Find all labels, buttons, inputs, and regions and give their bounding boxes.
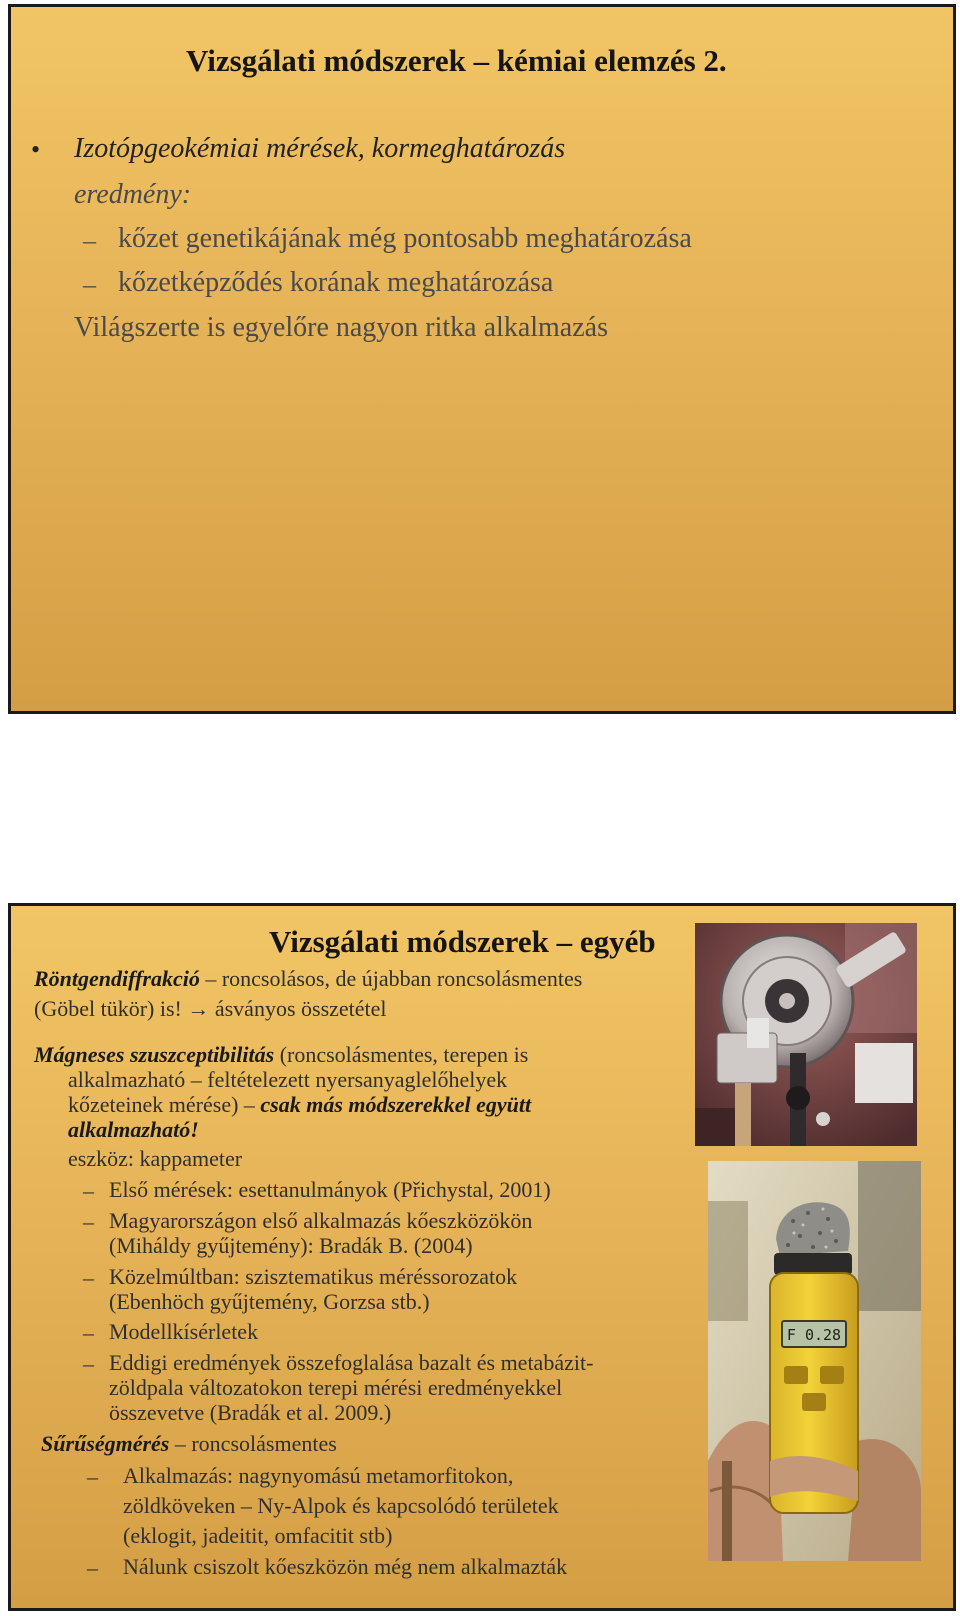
- slide-chemical-analysis: [8, 4, 956, 714]
- list-item: Eddigi eredmények összefoglalása bazalt és metabázit-: [109, 1350, 594, 1375]
- mag-line-2: alkalmazható – feltételezett nyersanyaglelőhelyek: [68, 1067, 508, 1092]
- list-item: kőzet genetikájának még pontosabb meghatározása: [118, 223, 692, 254]
- dash-icon: –: [83, 226, 96, 255]
- density-term: Sűrűségmérés: [41, 1431, 170, 1456]
- kappameter-reading: F 0.28: [786, 1326, 842, 1344]
- list-item: Alkalmazás: nagynyomású metamorfitokon,: [123, 1463, 514, 1488]
- dash-icon: –: [83, 1351, 94, 1376]
- slide-title: Vizsgálati módszerek – kémiai elemzés 2.: [186, 43, 727, 78]
- xrd-description: – roncsolásos, de újabban roncsolásmentes: [199, 966, 583, 991]
- mag-emphasis: csak más módszerekkel együtt: [260, 1092, 532, 1117]
- dash-icon: –: [83, 1178, 94, 1203]
- dash-icon: –: [87, 1555, 98, 1580]
- slide-title: Vizsgálati módszerek – egyéb: [269, 924, 656, 959]
- diffractometer-photo: [695, 923, 917, 1146]
- mag-term: Mágneses szuszceptibilitás: [34, 1042, 275, 1067]
- list-item-cont: zöldpala változatokon terepi mérési eredményekkel: [109, 1375, 563, 1400]
- mag-line-3: kőzeteinek mérése) – csak más módszerekkel együtt: [68, 1092, 532, 1117]
- list-item: kőzetképződés korának meghatározása: [118, 267, 554, 298]
- mag-line: [34, 1044, 528, 1066]
- list-item-cont: összevetve (Bradák et al. 2009.): [109, 1400, 392, 1425]
- dash-icon: –: [83, 1265, 94, 1290]
- dash-icon: –: [83, 1209, 94, 1234]
- density-line: Sűrűségmérés – roncsolásmentes: [41, 1431, 337, 1456]
- list-item-cont: (Ebenhöch gyűjtemény, Gorzsa stb.): [109, 1289, 430, 1314]
- kappameter-photo: [708, 1161, 921, 1561]
- slide-other-methods: [8, 903, 956, 1611]
- mag-description: (roncsolásmentes, terepen is: [274, 1042, 529, 1067]
- list-item-cont: zöldköveken – Ny-Alpok és kapcsolódó területek: [123, 1493, 559, 1518]
- bullet-heading: Izotópgeokémiai mérések, kormeghatározás: [74, 133, 566, 164]
- mag-line-4: alkalmazható!: [68, 1117, 199, 1142]
- list-item-cont: (eklogit, jadeitit, omfacitit stb): [123, 1523, 393, 1548]
- bullet-icon: •: [31, 135, 41, 164]
- result-label: eredmény:: [74, 179, 192, 210]
- tool-label: eszköz: kappameter: [68, 1146, 243, 1171]
- dash-icon: –: [83, 270, 96, 299]
- list-item: Magyarországon első alkalmazás kőeszközökön: [109, 1208, 533, 1233]
- note-text: Világszerte is egyelőre nagyon ritka alkalmazás: [74, 312, 608, 343]
- xrd-line-2: (Göbel tükör) is! → ásványos összetétel: [34, 996, 387, 1021]
- list-item: Első mérések: esettanulmányok (Přichystal, 2001): [109, 1177, 551, 1202]
- dash-icon: –: [83, 1320, 94, 1345]
- list-item: Modellkísérletek: [109, 1319, 259, 1344]
- xrd-term: Röntgendiffrakció: [34, 966, 200, 991]
- list-item: Közelmúltban: szisztematikus méréssorozatok: [109, 1264, 518, 1289]
- list-item: Nálunk csiszolt kőeszközön még nem alkalmazták: [123, 1554, 568, 1579]
- dash-icon: –: [87, 1464, 98, 1489]
- xrd-line: [34, 968, 582, 990]
- list-item-cont: (Miháldy gyűjtemény): Bradák B. (2004): [109, 1233, 473, 1258]
